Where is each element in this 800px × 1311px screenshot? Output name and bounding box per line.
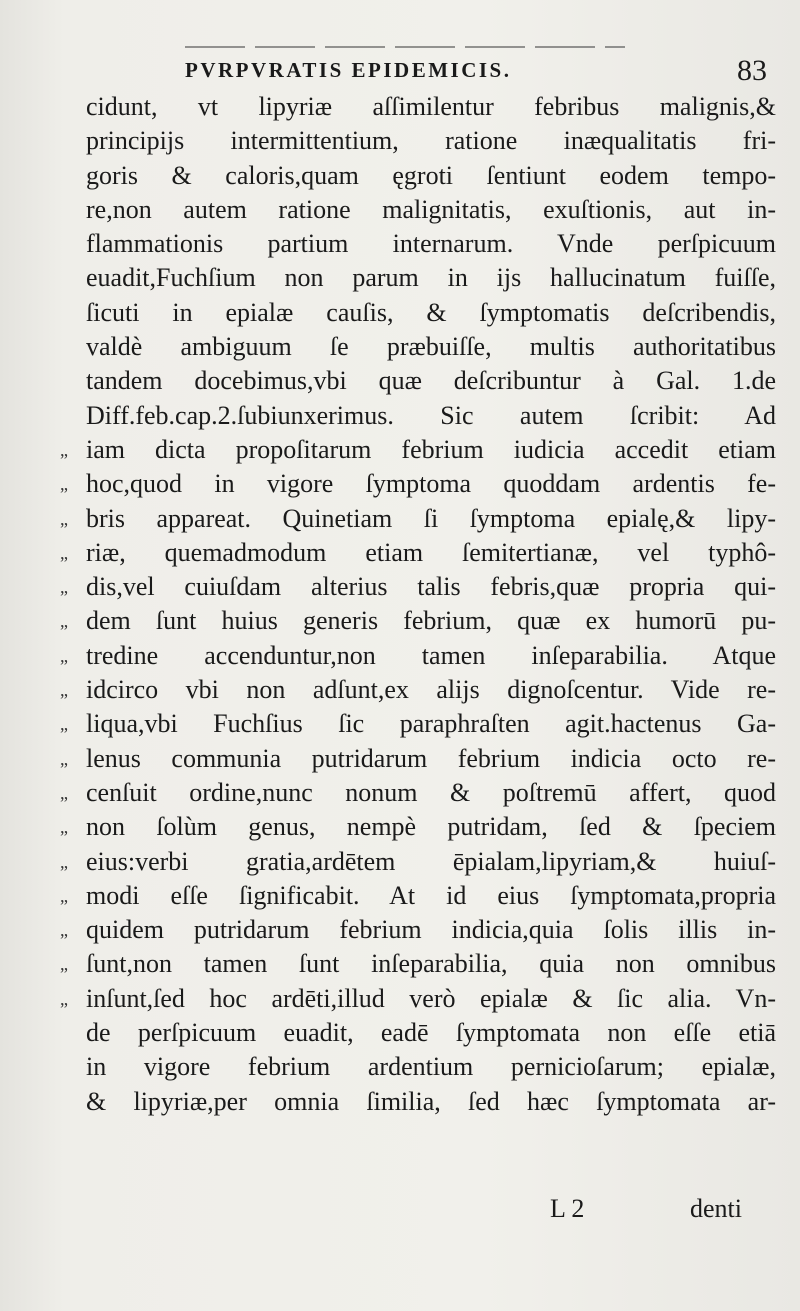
- text-line: [60, 1050, 780, 1084]
- text-line: [60, 159, 780, 193]
- text-line: [60, 296, 780, 330]
- page-number: 83: [737, 54, 767, 87]
- quotation-marker: „: [60, 851, 68, 872]
- text-line: [60, 879, 780, 913]
- text-line: [60, 604, 780, 638]
- text-line: [60, 913, 780, 947]
- text-line: [60, 536, 780, 570]
- line-text: Diff.feb.cap.2.ſubiunxerimus. Sic autem ſcribit: Ad: [86, 400, 776, 430]
- page-footer: [0, 1190, 800, 1230]
- line-text: cenſuit ordine,nunc nonum & poſtremū affert, quod: [86, 777, 776, 807]
- text-line: [60, 1016, 780, 1050]
- line-text: modi eſſe ſignificabit. At id eius ſymptomata,propria: [86, 880, 776, 910]
- text-line: [60, 502, 780, 536]
- line-text: goris & caloris,quam ęgroti ſentiunt eodem tempo-: [86, 160, 776, 190]
- quotation-marker: „: [60, 782, 68, 803]
- quotation-marker: „: [60, 920, 68, 941]
- line-text: hoc,quod in vigore ſymptoma quoddam ardentis fe-: [86, 469, 776, 499]
- text-line: [60, 330, 780, 364]
- text-line: [60, 227, 780, 261]
- text-line: [60, 261, 780, 295]
- line-text: euadit,Fuchſium non parum in ijs hallucinatum fuiſſe,: [86, 263, 776, 293]
- line-text: dis,vel cuiuſdam alterius talis febris,quæ propria qui-: [86, 572, 776, 602]
- body-text: [60, 90, 780, 1119]
- text-line: [60, 742, 780, 776]
- quotation-marker: „: [60, 988, 68, 1009]
- line-text: ſicuti in epialæ cauſis, & ſymptomatis deſcribendis,: [86, 297, 776, 327]
- line-text: cidunt, vt lipyriæ aſſimilentur febribus malignis,&: [86, 92, 776, 121]
- page-header: [185, 52, 775, 92]
- line-text: riæ, quemadmodum etiam ſemitertianæ, vel typhô-: [86, 537, 776, 567]
- text-line: [60, 776, 780, 810]
- line-text: valdè ambiguum ſe præbuiſſe, multis authoritatibus: [86, 332, 776, 362]
- quotation-marker: „: [60, 611, 68, 632]
- quotation-marker: „: [60, 645, 68, 666]
- text-line: [60, 193, 780, 227]
- text-line: [60, 707, 780, 741]
- header-rule: [185, 46, 625, 48]
- text-line: [60, 639, 780, 673]
- text-line: [60, 90, 780, 124]
- line-text: flammationis partium internarum. Vnde perſpicuum: [86, 229, 776, 259]
- quotation-marker: „: [60, 508, 68, 529]
- running-title: PVRPVRATIS EPIDEMICIS.: [185, 58, 512, 82]
- quotation-marker: „: [60, 542, 68, 563]
- line-text: inſunt,ſed hoc ardēti,illud verò epialæ & ſic alia. Vn-: [86, 983, 776, 1013]
- line-text: lenus communia putridarum febrium indicia octo re-: [86, 743, 776, 773]
- line-text: de perſpicuum euadit, eadē ſymptomata non eſſe etiā: [86, 1018, 776, 1048]
- line-text: eius:verbi gratia,ardētem ēpialam,lipyriam,& huiuſ-: [86, 846, 776, 876]
- line-text: re,non autem ratione malignitatis, exuſtionis, aut in-: [86, 194, 776, 224]
- quotation-marker: „: [60, 680, 68, 701]
- text-line: [60, 364, 780, 398]
- quotation-marker: „: [60, 954, 68, 975]
- line-text: bris appareat. Quinetiam ſi ſymptoma epialę,& lipy-: [86, 503, 776, 533]
- quotation-marker: „: [60, 577, 68, 598]
- text-line: [60, 845, 780, 879]
- signature-mark: L 2: [550, 1194, 585, 1223]
- text-line: [60, 124, 780, 158]
- text-line: [60, 947, 780, 981]
- text-line: [60, 673, 780, 707]
- text-line: [60, 467, 780, 501]
- catchword: denti: [690, 1194, 742, 1223]
- text-line: [60, 433, 780, 467]
- line-text: tandem docebimus,vbi quæ deſcribuntur à Gal. 1.de: [86, 366, 776, 396]
- text-line: [60, 570, 780, 604]
- line-text: dem ſunt huius generis febrium, quæ ex humorū pu-: [86, 606, 776, 636]
- quotation-marker: „: [60, 714, 68, 735]
- line-text: liqua,vbi Fuchſius ſic paraphraſten agit.hactenus Ga-: [86, 709, 776, 739]
- quotation-marker: „: [60, 748, 68, 769]
- line-text: principijs intermittentium, ratione inæqualitatis fri-: [86, 126, 776, 156]
- quotation-marker: „: [60, 474, 68, 495]
- line-text: quidem putridarum febrium indicia,quia ſolis illis in-: [86, 915, 776, 945]
- line-text: & lipyriæ,per omnia ſimilia, ſed hæc ſymptomata ar-: [86, 1086, 776, 1116]
- line-text: iam dicta propoſitarum febrium iudicia accedit etiam: [86, 434, 776, 464]
- text-line: [60, 810, 780, 844]
- text-line: [60, 1085, 780, 1119]
- line-text: in vigore febrium ardentium pernicioſarum; epialæ,: [86, 1052, 776, 1082]
- text-line: [60, 399, 780, 433]
- line-text: non ſolùm genus, nempè putridam, ſed & ſpeciem: [86, 812, 776, 842]
- line-text: ſunt,non tamen ſunt inſeparabilia, quia non omnibus: [86, 949, 776, 979]
- line-text: idcirco vbi non adſunt,ex alijs dignoſcentur. Vide re-: [86, 675, 776, 705]
- line-text: tredine accenduntur,non tamen inſeparabilia. Atque: [86, 640, 776, 670]
- quotation-marker: „: [60, 439, 68, 460]
- quotation-marker: „: [60, 885, 68, 906]
- text-line: [60, 982, 780, 1016]
- quotation-marker: „: [60, 817, 68, 838]
